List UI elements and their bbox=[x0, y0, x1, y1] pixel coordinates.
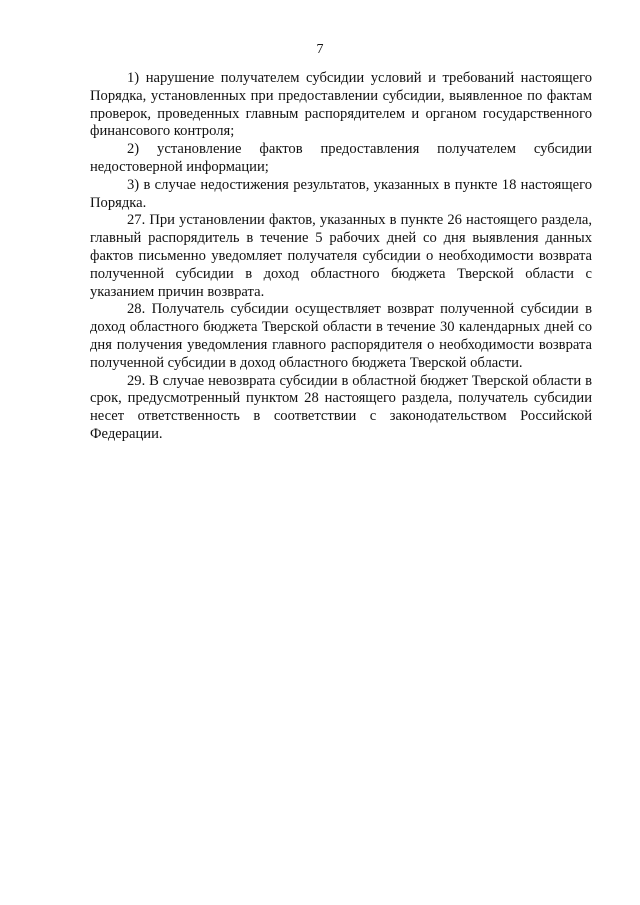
paragraph-subitem-3: 3) в случае недостижения результатов, указанных в пункте 18 настоящего Порядка. bbox=[90, 176, 592, 211]
document-body bbox=[90, 70, 592, 444]
paragraph-clause-27: 27. При установлении фактов, указанных в пункте 26 настоящего раздела, главный распорядитель в течение 5 рабочих дней со дня выявления данных фактов письменно уведомляет получателя субсидии о необходимости возврата полученной субсидии в доход областного бюджета Тверской области с указанием причин возврата. bbox=[90, 212, 592, 300]
page-number: 7 bbox=[316, 42, 324, 57]
paragraph-subitem-2: 2) установление фактов предоставления получателем субсидии недостоверной информации; bbox=[90, 141, 592, 175]
paragraph-subitem-1: 1) нарушение получателем субсидии условий и требований настоящего Порядка, установленных при предоставлении субсидии, выявленное по фактам проверок, проведенных главным распорядителем и органом государственного финансового контроля; bbox=[90, 70, 592, 140]
paragraph-clause-28: 28. Получатель субсидии осуществляет возврат полученной субсидии в доход областного бюджета Тверской области в течение 30 календарных дней со дня получения уведомления главного распорядителя о необходимости возврата полученной субсидии в доход областного бюджета Тверской области. bbox=[90, 301, 592, 371]
paragraph-clause-29: 29. В случае невозврата субсидии в областной бюджет Тверской области в срок, предусмотренный пунктом 28 настоящего раздела, получатель субсидии несет ответственность в соответствии с законодательством Российской Федерации. bbox=[90, 372, 592, 442]
